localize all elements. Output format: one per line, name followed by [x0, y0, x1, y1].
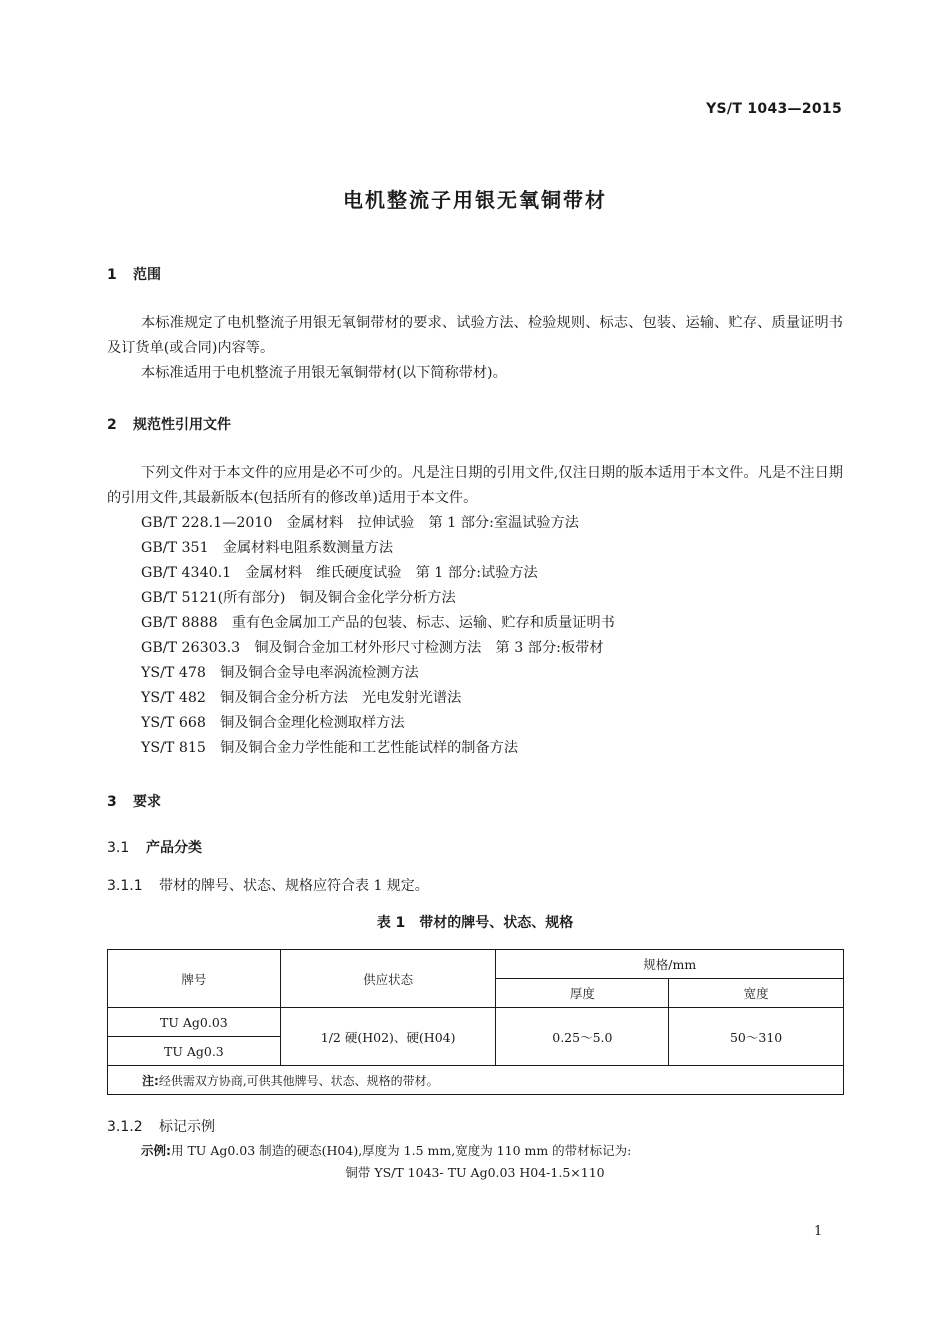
section-title: 规范性引用文件: [133, 417, 231, 433]
reference-item: GB/T 228.1—2010 金属材料 拉伸试验 第 1 部分:室温试验方法: [141, 515, 579, 531]
table-row: [108, 1008, 844, 1037]
scope-paragraph-1: 本标准规定了电机整流子用银无氧铜带材的要求、试验方法、检验规则、标志、包装、运输、贮存、质量证明书及订货单(或合同)内容等。: [107, 315, 843, 356]
subsection-number: 3.1: [107, 840, 130, 856]
example-text: 用 TU Ag0.03 制造的硬态(H04),厚度为 1.5 mm,宽度为 110 mm 的带材标记为:: [171, 1143, 632, 1158]
cell-grade: TU Ag0.03: [108, 1008, 281, 1037]
subsection-3-1-heading: [107, 837, 202, 857]
reference-item: YS/T 815 铜及铜合金力学性能和工艺性能试样的制备方法: [141, 740, 519, 756]
cell-temper: 1/2 硬(H02)、硬(H04): [280, 1008, 496, 1066]
section-number: 3: [107, 794, 117, 810]
clause-3-1-1: [107, 875, 429, 895]
header-width: 宽度: [669, 979, 844, 1008]
clause-text: 带材的牌号、状态、规格应符合表 1 规定。: [159, 878, 429, 894]
document-title: 电机整流子用银无氧铜带材: [343, 188, 607, 212]
table-note: [108, 1066, 844, 1095]
reference-item: YS/T 668 铜及铜合金理化检测取样方法: [141, 715, 405, 731]
cell-width: 50～310: [669, 1008, 844, 1066]
spec-table: [107, 949, 844, 1095]
reference-item: GB/T 5121(所有部分) 铜及铜合金化学分析方法: [141, 590, 456, 606]
table-note-row: [108, 1066, 844, 1095]
normative-refs-intro: 下列文件对于本文件的应用是必不可少的。凡是注日期的引用文件,仅注日期的版本适用于本文件。凡是不注日期的引用文件,其最新版本(包括所有的修改单)适用于本文件。: [107, 465, 843, 506]
clause-number: 3.1.2: [107, 1119, 143, 1135]
clause-title: 标记示例: [159, 1119, 215, 1135]
section-number: 1: [107, 267, 117, 283]
cell-thickness: 0.25～5.0: [496, 1008, 669, 1066]
cell-grade: TU Ag0.3: [108, 1037, 281, 1066]
reference-item: YS/T 478 铜及铜合金导电率涡流检测方法: [141, 665, 419, 681]
header-grade: 牌号: [108, 950, 281, 1008]
example-line: [141, 1141, 631, 1159]
example-label: 示例:: [141, 1143, 171, 1158]
page-number: 1: [814, 1224, 823, 1239]
section-3-heading: [107, 791, 161, 811]
reference-item: YS/T 482 铜及铜合金分析方法 光电发射光谱法: [141, 690, 462, 706]
reference-item: GB/T 4340.1 金属材料 维氏硬度试验 第 1 部分:试验方法: [141, 565, 538, 581]
standard-code: YS/T 1043—2015: [706, 101, 842, 117]
reference-item: GB/T 351 金属材料电阻系数测量方法: [141, 540, 394, 556]
subsection-title: 产品分类: [146, 840, 202, 856]
section-2-heading: [107, 414, 231, 434]
note-text: 经供需双方协商,可供其他牌号、状态、规格的带材。: [158, 1073, 439, 1088]
section-title: 范围: [133, 267, 161, 283]
note-label: 注:: [142, 1073, 159, 1088]
section-1-heading: [107, 264, 161, 284]
reference-item: GB/T 26303.3 铜及铜合金加工材外形尺寸检测方法 第 3 部分:板带材: [141, 640, 604, 656]
clause-number: 3.1.1: [107, 878, 143, 894]
header-temper: 供应状态: [280, 950, 496, 1008]
header-spec: 规格/mm: [496, 950, 844, 979]
table-title: 表 1 带材的牌号、状态、规格: [376, 915, 574, 931]
clause-3-1-2: [107, 1116, 215, 1136]
marking-example: 铜带 YS/T 1043- TU Ag0.03 H04-1.5×110: [345, 1165, 605, 1180]
reference-item: GB/T 8888 重有色金属加工产品的包装、标志、运输、贮存和质量证明书: [141, 615, 615, 631]
section-title: 要求: [133, 794, 161, 810]
table-header-row: [108, 950, 844, 979]
header-thickness: 厚度: [496, 979, 669, 1008]
scope-paragraph-2: 本标准适用于电机整流子用银无氧铜带材(以下简称带材)。: [141, 365, 507, 381]
section-number: 2: [107, 417, 117, 433]
